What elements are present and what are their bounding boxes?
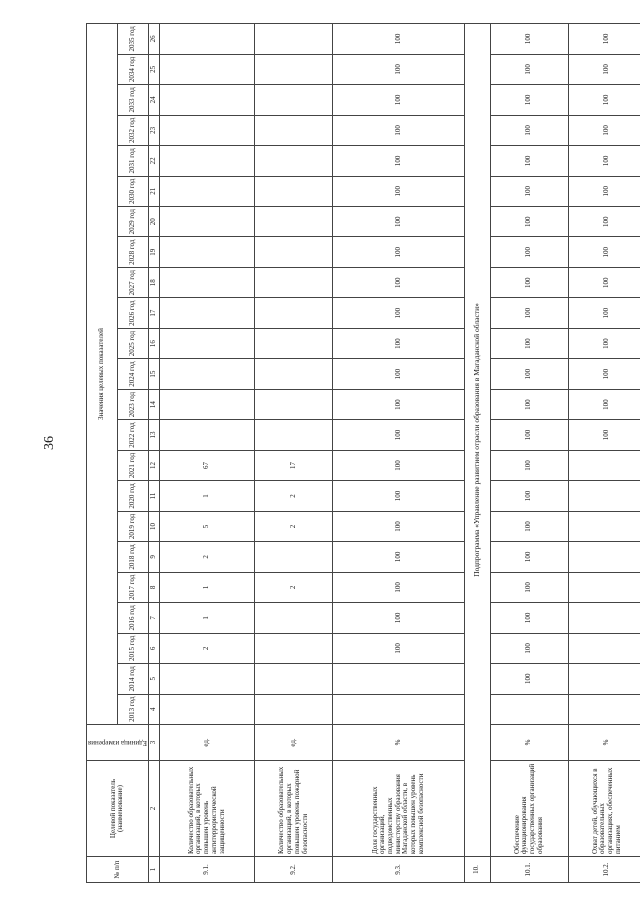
column-number: 9 xyxy=(148,542,159,572)
table-row xyxy=(568,24,640,883)
indicator-value: 100 xyxy=(490,450,568,480)
header-year: 2023 год xyxy=(117,389,148,419)
indicator-value xyxy=(568,542,640,572)
indicator-value xyxy=(255,54,333,84)
indicator-value xyxy=(159,328,255,358)
column-number: 6 xyxy=(148,633,159,663)
indicator-value xyxy=(159,176,255,206)
indicator-value xyxy=(255,633,333,663)
indicator-value: 100 xyxy=(333,572,464,602)
header-year: 2035 год xyxy=(117,24,148,55)
indicator-value: 100 xyxy=(490,267,568,297)
header-year: 2014 год xyxy=(117,664,148,694)
column-number: 13 xyxy=(148,420,159,450)
table-row xyxy=(255,24,333,883)
indicator-value: 100 xyxy=(490,24,568,55)
indicator-value: 100 xyxy=(490,542,568,572)
indicator-value xyxy=(255,664,333,694)
column-number: 1 xyxy=(148,857,159,883)
column-number: 2 xyxy=(148,761,159,857)
indicator-value: 100 xyxy=(568,389,640,419)
indicator-value xyxy=(255,328,333,358)
indicator-value xyxy=(255,267,333,297)
indicator-value xyxy=(255,207,333,237)
indicator-name: Количество образовательных организаций, в которых повышен уровень пожарной безопасности xyxy=(255,761,333,857)
indicator-value xyxy=(568,481,640,511)
indicator-value: 100 xyxy=(333,603,464,633)
header-year: 2013 год xyxy=(117,694,148,724)
indicator-value: 100 xyxy=(568,24,640,55)
indicator-value: 100 xyxy=(333,267,464,297)
column-number: 7 xyxy=(148,603,159,633)
header-unit: Единица измерения xyxy=(87,725,149,761)
indicator-value xyxy=(159,85,255,115)
header-year: 2030 год xyxy=(117,176,148,206)
header-year: 2024 год xyxy=(117,359,148,389)
indicator-value: 100 xyxy=(490,359,568,389)
indicator-value: 100 xyxy=(333,298,464,328)
indicator-value xyxy=(568,603,640,633)
indicator-value xyxy=(255,146,333,176)
indicator-value: 100 xyxy=(333,24,464,55)
header-indicator: Целевой показатель (наименование) xyxy=(87,761,149,857)
indicator-value xyxy=(333,664,464,694)
indicator-value: 100 xyxy=(568,176,640,206)
indicator-value: 100 xyxy=(568,237,640,267)
header-year: 2028 год xyxy=(117,237,148,267)
column-number: 19 xyxy=(148,237,159,267)
header-num: № п/п xyxy=(87,857,149,883)
indicator-value: 100 xyxy=(490,633,568,663)
indicator-value xyxy=(159,694,255,724)
indicator-value: 100 xyxy=(568,115,640,145)
indicator-value: 100 xyxy=(333,389,464,419)
indicator-value: 100 xyxy=(333,542,464,572)
target-indicators-table xyxy=(86,23,640,883)
indicator-value xyxy=(255,603,333,633)
indicator-value: 100 xyxy=(568,298,640,328)
indicator-value xyxy=(159,237,255,267)
indicator-value: 100 xyxy=(490,146,568,176)
page-number: 36 xyxy=(42,436,57,450)
indicator-value xyxy=(255,420,333,450)
indicator-value xyxy=(255,694,333,724)
indicator-value xyxy=(255,542,333,572)
indicator-value: 100 xyxy=(490,298,568,328)
indicator-value xyxy=(255,176,333,206)
table-row xyxy=(333,24,464,883)
row-number: 9.2. xyxy=(255,857,333,883)
indicator-value: 100 xyxy=(568,85,640,115)
indicator-value: 100 xyxy=(568,359,640,389)
indicator-value xyxy=(159,24,255,55)
indicator-value xyxy=(159,267,255,297)
indicator-name: Обеспечение функционирования государственных организаций образования xyxy=(490,761,568,857)
header-year: 2022 год xyxy=(117,420,148,450)
indicator-value: 100 xyxy=(490,603,568,633)
header-year: 2031 год xyxy=(117,146,148,176)
header-year: 2020 год xyxy=(117,481,148,511)
column-number: 26 xyxy=(148,24,159,55)
header-year: 2017 год xyxy=(117,572,148,602)
column-number: 14 xyxy=(148,389,159,419)
indicator-value xyxy=(568,694,640,724)
indicator-value xyxy=(255,85,333,115)
indicator-value: 2 xyxy=(255,572,333,602)
indicator-value xyxy=(255,389,333,419)
indicator-value: 100 xyxy=(490,481,568,511)
column-number: 15 xyxy=(148,359,159,389)
indicator-value: 100 xyxy=(568,420,640,450)
indicator-unit: % xyxy=(568,725,640,761)
indicator-value: 100 xyxy=(333,207,464,237)
header-values-group: Значения целевых показателей xyxy=(87,24,118,725)
column-number: 24 xyxy=(148,85,159,115)
header-year: 2033 год xyxy=(117,85,148,115)
header-year: 2016 год xyxy=(117,603,148,633)
indicator-value xyxy=(159,664,255,694)
indicator-value: 2 xyxy=(255,511,333,541)
column-number: 20 xyxy=(148,207,159,237)
indicator-value xyxy=(159,207,255,237)
column-number: 12 xyxy=(148,450,159,480)
column-number: 8 xyxy=(148,572,159,602)
column-number: 25 xyxy=(148,54,159,84)
indicator-value: 100 xyxy=(568,54,640,84)
indicator-value: 2 xyxy=(159,542,255,572)
indicator-value: 100 xyxy=(333,115,464,145)
indicator-value: 100 xyxy=(333,420,464,450)
indicator-unit: ед. xyxy=(255,725,333,761)
row-number: 9.1. xyxy=(159,857,255,883)
indicator-value: 100 xyxy=(490,664,568,694)
indicator-value xyxy=(568,511,640,541)
indicator-value: 100 xyxy=(490,420,568,450)
header-year: 2021 год xyxy=(117,450,148,480)
indicator-value xyxy=(159,359,255,389)
header-year: 2029 год xyxy=(117,207,148,237)
indicator-value: 100 xyxy=(568,207,640,237)
column-number: 17 xyxy=(148,298,159,328)
indicator-value: 100 xyxy=(568,267,640,297)
column-number: 4 xyxy=(148,694,159,724)
indicator-value: 100 xyxy=(568,146,640,176)
indicator-value: 100 xyxy=(490,237,568,267)
indicator-value xyxy=(159,298,255,328)
indicator-value xyxy=(159,115,255,145)
indicator-value: 1 xyxy=(159,603,255,633)
indicator-value: 100 xyxy=(490,85,568,115)
indicator-value xyxy=(255,298,333,328)
column-number: 22 xyxy=(148,146,159,176)
indicator-value: 100 xyxy=(333,328,464,358)
indicator-value: 100 xyxy=(333,359,464,389)
table-row xyxy=(159,24,255,883)
indicator-value xyxy=(255,115,333,145)
indicator-value: 5 xyxy=(159,511,255,541)
indicator-value: 100 xyxy=(333,237,464,267)
header-year: 2026 год xyxy=(117,298,148,328)
column-number: 10 xyxy=(148,511,159,541)
indicator-unit: ед. xyxy=(159,725,255,761)
indicator-value: 2 xyxy=(159,633,255,663)
column-number: 5 xyxy=(148,664,159,694)
indicator-unit: % xyxy=(333,725,464,761)
header-year: 2032 год xyxy=(117,115,148,145)
row-number: 10. xyxy=(464,857,490,883)
indicator-value: 1 xyxy=(159,572,255,602)
indicator-value xyxy=(568,572,640,602)
indicator-value xyxy=(159,420,255,450)
column-number: 18 xyxy=(148,267,159,297)
column-number: 16 xyxy=(148,328,159,358)
header-year: 2027 год xyxy=(117,267,148,297)
header-year: 2015 год xyxy=(117,633,148,663)
subprogram-title: Подпрограмма «Управление развитием отрасли образования в Магаданской области» xyxy=(464,24,490,857)
indicator-value xyxy=(159,54,255,84)
indicator-name: Количество образовательных организаций, в которых повышен уровень антитеррористической защищенности xyxy=(159,761,255,857)
table-row xyxy=(490,24,568,883)
indicator-value xyxy=(159,146,255,176)
indicator-value: 100 xyxy=(333,511,464,541)
row-number: 10.2. xyxy=(568,857,640,883)
header-year: 2034 год xyxy=(117,54,148,84)
indicator-value: 100 xyxy=(490,511,568,541)
indicator-value xyxy=(255,237,333,267)
indicator-value: 17 xyxy=(255,450,333,480)
rotated-page xyxy=(86,23,622,883)
indicator-value xyxy=(255,359,333,389)
indicator-value: 1 xyxy=(159,481,255,511)
row-number: 9.3. xyxy=(333,857,464,883)
indicator-value xyxy=(333,694,464,724)
indicator-value: 100 xyxy=(490,389,568,419)
indicator-value: 100 xyxy=(490,176,568,206)
indicator-value xyxy=(490,694,568,724)
indicator-value: 100 xyxy=(490,572,568,602)
indicator-value: 100 xyxy=(333,146,464,176)
header-year: 2025 год xyxy=(117,328,148,358)
indicator-value: 67 xyxy=(159,450,255,480)
column-number: 21 xyxy=(148,176,159,206)
column-number: 3 xyxy=(148,725,159,761)
indicator-value xyxy=(568,664,640,694)
indicator-value: 100 xyxy=(333,481,464,511)
indicator-value xyxy=(159,389,255,419)
row-number: 10.1. xyxy=(490,857,568,883)
header-year: 2018 год xyxy=(117,542,148,572)
indicator-value: 100 xyxy=(333,85,464,115)
indicator-value: 100 xyxy=(333,54,464,84)
indicator-value: 100 xyxy=(490,54,568,84)
header-year: 2019 год xyxy=(117,511,148,541)
column-number: 11 xyxy=(148,481,159,511)
indicator-name: Охват детей, обучающихся в образовательных организациях, обеспеченных питанием xyxy=(568,761,640,857)
indicator-value xyxy=(568,633,640,663)
indicator-value: 100 xyxy=(490,328,568,358)
column-number: 23 xyxy=(148,115,159,145)
indicator-value: 100 xyxy=(490,207,568,237)
indicator-value: 100 xyxy=(333,633,464,663)
indicator-unit: % xyxy=(490,725,568,761)
table-row xyxy=(464,24,490,883)
indicator-value: 100 xyxy=(568,328,640,358)
indicator-value: 100 xyxy=(490,115,568,145)
indicator-value: 100 xyxy=(333,176,464,206)
indicator-value xyxy=(568,450,640,480)
indicator-value: 2 xyxy=(255,481,333,511)
indicator-name: Доля государственных организаций, подведомственных министерству образования Магаданской области, в которых повышен уровень комплексной безопасности xyxy=(333,761,464,857)
indicator-value xyxy=(255,24,333,55)
indicator-value: 100 xyxy=(333,450,464,480)
